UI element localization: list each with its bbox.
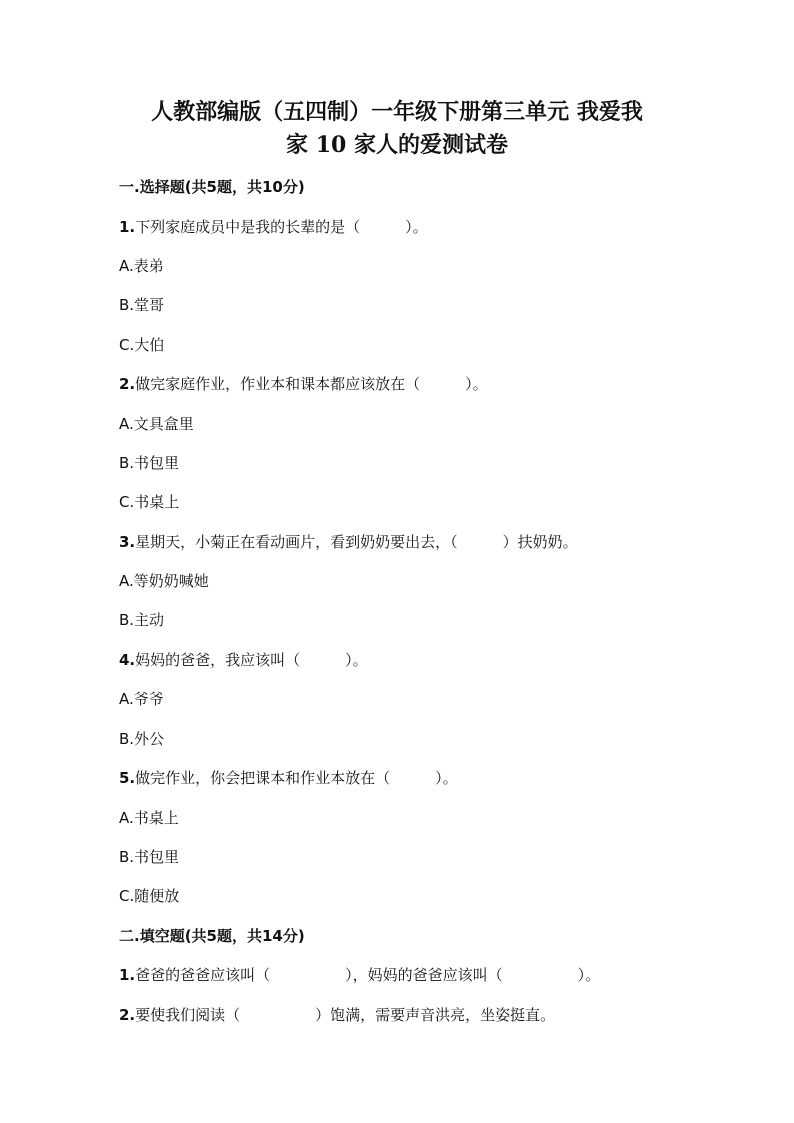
question-number: 4. [119,651,136,669]
option-3a: A.等奶奶喊她 [119,572,209,590]
question-text: 星期天，小菊正在看动画片，看到奶奶要出去，（ ）扶奶奶。 [135,533,578,551]
section-heading-choice: 一.选择题(共5题，共10分) [119,178,305,196]
question-text: 妈妈的爸爸，我应该叫（ ）。 [135,651,368,669]
exam-title-line-1: 人教部编版（五四制）一年级下册第三单元 我爱我 [151,99,643,125]
option-2a: A.文具盒里 [119,415,194,433]
question-5 [119,768,458,788]
question-1 [119,217,428,237]
option-4a: A.爷爷 [119,690,164,708]
option-1a: A.表弟 [119,257,164,275]
question-number: 2. [119,375,136,393]
question-4 [119,650,368,670]
option-2c: C.书桌上 [119,493,180,511]
fill-question-2 [119,1005,555,1025]
option-5b: B.书包里 [119,848,180,866]
option-5c: C.随便放 [119,887,180,905]
fill-question-1 [119,965,600,985]
question-number: 1. [119,218,136,236]
question-text: 下列家庭成员中是我的长辈的是（ ）。 [135,218,428,236]
option-3b: B.主动 [119,611,165,629]
option-2b: B.书包里 [119,454,180,472]
question-text: 要使我们阅读（ ）饱满，需要声音洪亮，坐姿挺直。 [135,1006,556,1024]
option-1c: C.大伯 [119,336,165,354]
option-4b: B.外公 [119,730,165,748]
option-1b: B.堂哥 [119,296,165,314]
section-heading-fill: 二.填空题(共5题，共14分) [119,927,305,945]
question-number: 2. [119,1006,136,1024]
question-text: 爸爸的爸爸应该叫（ ），妈妈的爸爸应该叫（ ）。 [135,966,601,984]
question-3 [119,532,578,552]
question-text: 做完家庭作业，作业本和课本都应该放在（ ）。 [135,375,488,393]
question-number: 5. [119,769,136,787]
question-2 [119,374,488,394]
exam-title-line-2: 家 10 家人的爱测试卷 [286,132,508,158]
question-text: 做完作业，你会把课本和作业本放在（ ）。 [135,769,458,787]
option-5a: A.书桌上 [119,809,179,827]
question-number: 3. [119,533,136,551]
question-number: 1. [119,966,136,984]
